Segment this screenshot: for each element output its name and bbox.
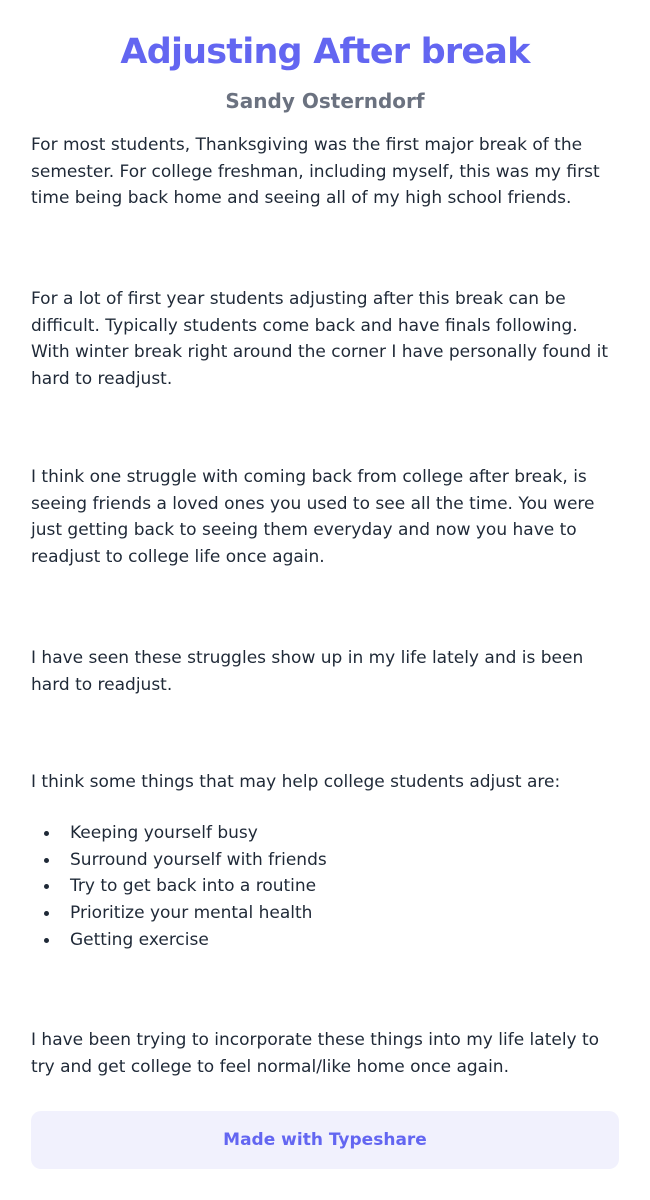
paragraph-6: I have been trying to incorporate these things into my life lately to try and get college to feel normal/like home once again. bbox=[31, 1030, 600, 1077]
bullet-icon bbox=[44, 884, 49, 889]
list-item bbox=[31, 820, 621, 847]
article-author: Sandy Osterndorf bbox=[225, 89, 425, 113]
list-item-text: Getting exercise bbox=[70, 929, 209, 950]
list-item bbox=[31, 927, 621, 954]
footer-label: Made with Typeshare bbox=[223, 1130, 427, 1150]
list-item bbox=[31, 873, 621, 900]
paragraph-1: For most students, Thanksgiving was the first major break of the semester. For college freshman, including myself, this was my first time being back home and seeing all of my high school friends. bbox=[31, 135, 600, 209]
list-item bbox=[31, 900, 621, 927]
list-item bbox=[31, 847, 621, 874]
list-item-text: Keeping yourself busy bbox=[70, 823, 258, 843]
typeshare-footer-button[interactable] bbox=[31, 1111, 619, 1169]
paragraph-2: For a lot of first year students adjusting after this break can be difficult. Typically students come back and have finals following. With winter break right around the corner I have personally found it hard to readjust. bbox=[31, 289, 608, 390]
bullet-icon bbox=[44, 911, 49, 916]
bullet-icon bbox=[44, 858, 49, 863]
tips-list bbox=[31, 820, 621, 954]
list-item-text: Prioritize your mental health bbox=[70, 903, 313, 924]
paragraph-4: I have seen these struggles show up in my life lately and is been hard to readjust. bbox=[31, 648, 584, 695]
bullet-icon bbox=[44, 938, 49, 943]
paragraph-3: I think one struggle with coming back from college after break, is seeing friends a loved ones you used to see all the time. You were just getting back to seeing them everyday and now you have to readjust to college life once again. bbox=[31, 467, 595, 568]
list-item-text: Try to get back into a routine bbox=[70, 876, 317, 897]
bullet-icon bbox=[44, 831, 49, 836]
list-item-text: Surround yourself with friends bbox=[70, 849, 327, 870]
article-title: Adjusting After break bbox=[120, 32, 530, 72]
paragraph-5: I think some things that may help college students adjust are: bbox=[31, 772, 561, 792]
